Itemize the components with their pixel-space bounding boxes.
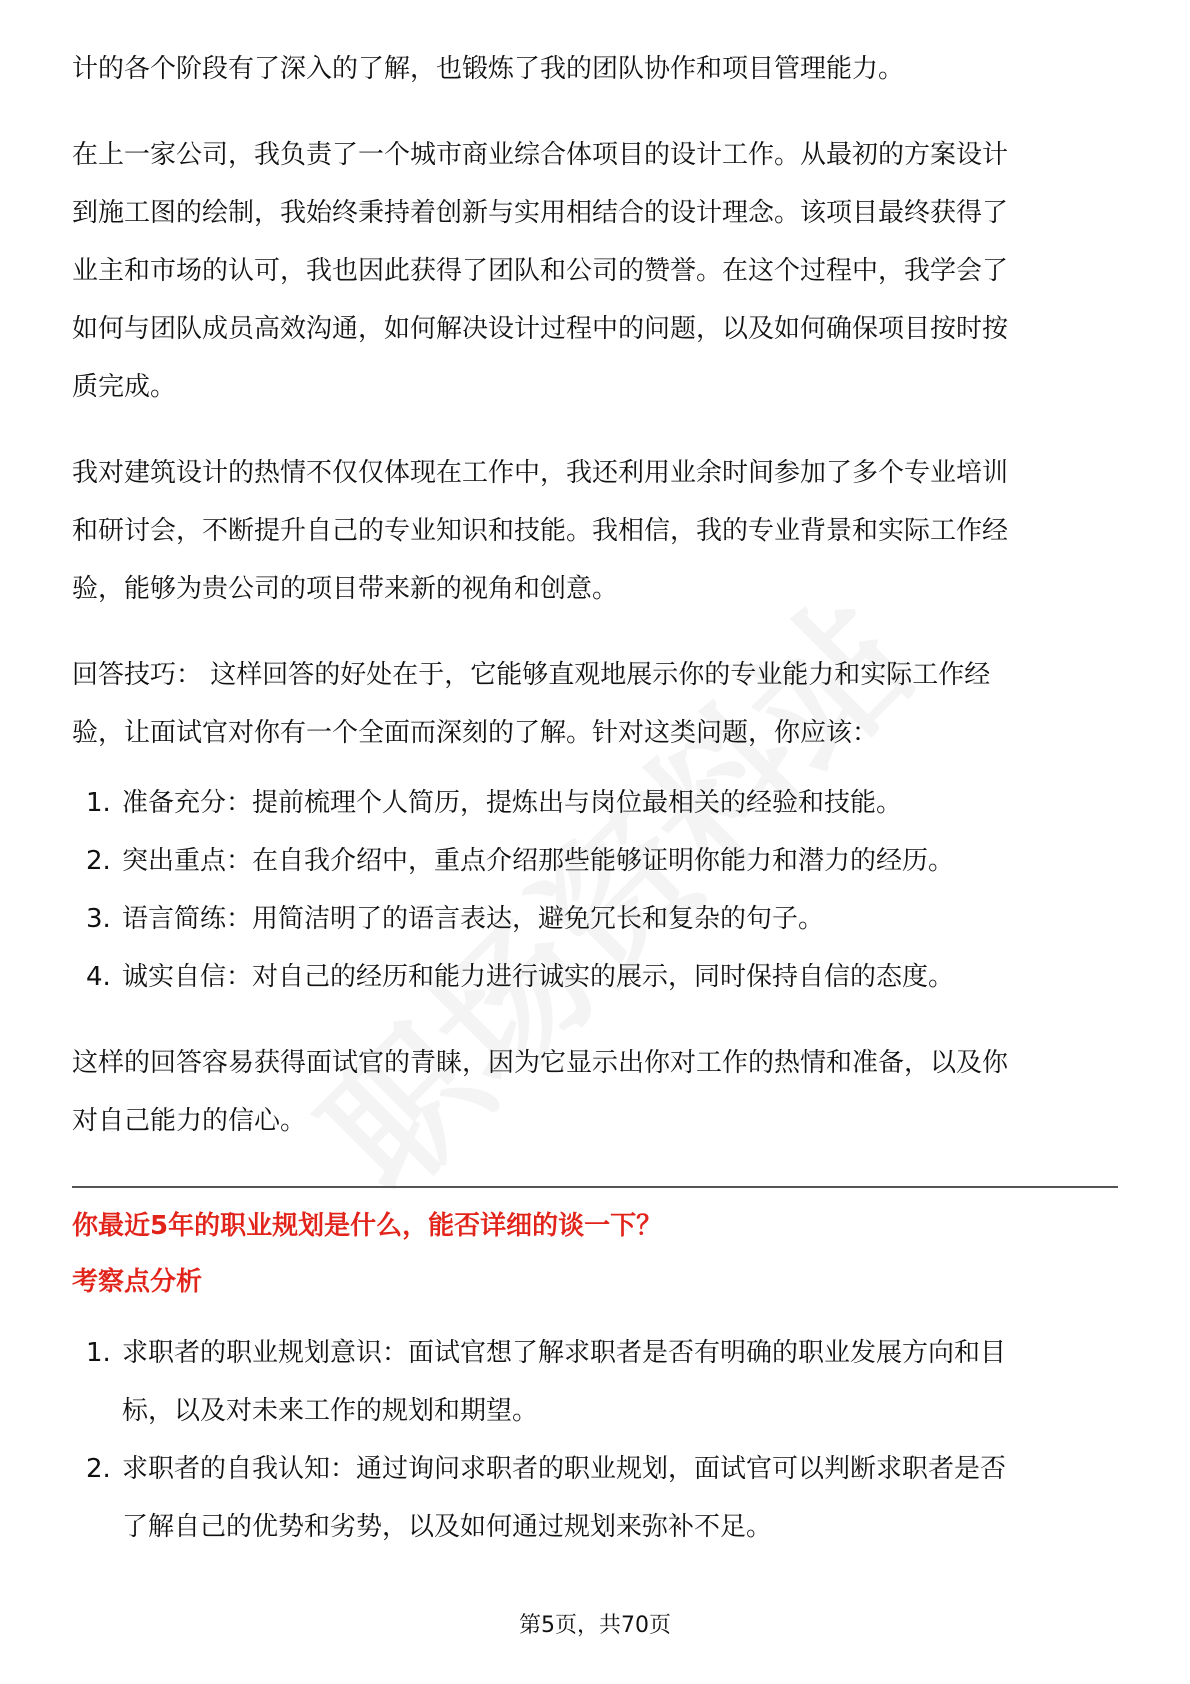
list-item: [72, 774, 1118, 832]
paragraph-line: 回答技巧： 这样回答的好处在于，它能够直观地展示你的专业能力和实际工作经: [72, 660, 991, 690]
list-text: 准备充分：提前梳理个人简历，提炼出与岗位最相关的经验和技能。: [122, 788, 903, 818]
analysis-points: [72, 1324, 1118, 1556]
list-text: [122, 1440, 1118, 1556]
list-text-line: 求职者的职业规划意识：面试官想了解求职者是否有明确的职业发展方向和目: [122, 1338, 1007, 1368]
paragraph-conclusion: [72, 1034, 1118, 1150]
list-item: [72, 832, 1118, 890]
list-number: 1.: [86, 788, 111, 818]
paragraph-line: 我对建筑设计的热情不仅仅体现在工作中，我还利用业余时间参加了多个专业培训: [72, 458, 1009, 488]
paragraph-passion: [72, 444, 1118, 618]
list-item: [72, 1440, 1118, 1556]
list-number: 1.: [86, 1338, 111, 1368]
list-number: 2.: [86, 846, 111, 876]
paragraph-line: 在上一家公司，我负责了一个城市商业综合体项目的设计工作。从最初的方案设计: [72, 140, 1009, 170]
list-text-line: 求职者的自我认知：通过询问求职者的职业规划，面试官可以判断求职者是否: [122, 1454, 1007, 1484]
list-text: 诚实自信：对自己的经历和能力进行诚实的展示，同时保持自信的态度。: [122, 962, 955, 992]
analysis-heading: 考察点分析: [72, 1267, 203, 1297]
list-number: 2.: [86, 1454, 111, 1484]
document-page: [72, 40, 1118, 1556]
list-text-line: 标，以及对未来工作的规划和期望。: [122, 1396, 539, 1426]
paragraph-line: 到施工图的绘制，我始终秉持着创新与实用相结合的设计理念。该项目最终获得了: [72, 198, 1009, 228]
paragraph-line: 质完成。: [72, 372, 177, 402]
list-number: 3.: [86, 904, 111, 934]
paragraph-line: 这样的回答容易获得面试官的青睐，因为它显示出你对工作的热情和准备，以及你: [72, 1048, 1009, 1078]
list-number: 4.: [86, 962, 111, 992]
list-item: [72, 1324, 1118, 1440]
paragraph-line: 和研讨会，不断提升自己的专业知识和技能。我相信，我的专业背景和实际工作经: [72, 516, 1009, 546]
list-item: [72, 890, 1118, 948]
paragraph-previous-company: [72, 126, 1118, 416]
list-text: 语言简练：用简洁明了的语言表达，避免冗长和复杂的句子。: [122, 904, 825, 934]
list-text-line: 了解自己的优势和劣势，以及如何通过规划来弥补不足。: [122, 1512, 773, 1542]
paragraph-line: 验，能够为贵公司的项目带来新的视角和创意。: [72, 574, 619, 604]
list-item: [72, 948, 1118, 1006]
list-text: 突出重点：在自我介绍中，重点介绍那些能够证明你能力和潜力的经历。: [122, 846, 955, 876]
tips-list: [72, 774, 1118, 1006]
page-footer: 第5页，共70页: [519, 1613, 671, 1638]
paragraph-answer-tips: [72, 646, 1118, 762]
paragraph-line: 验，让面试官对你有一个全面而深刻的了解。针对这类问题，你应该：: [72, 718, 879, 748]
paragraph-line: 对自己能力的信心。: [72, 1106, 307, 1136]
paragraph-line: 如何与团队成员高效沟通，如何解决设计过程中的问题，以及如何确保项目按时按: [72, 314, 1009, 344]
list-text: [122, 1324, 1118, 1440]
paragraph-line: 业主和市场的认可，我也因此获得了团队和公司的赞誉。在这个过程中，我学会了: [72, 256, 1009, 286]
paragraph-continuation: 计的各个阶段有了深入的了解，也锻炼了我的团队协作和项目管理能力。: [72, 54, 905, 84]
question-title: 你最近5年的职业规划是什么，能否详细的谈一下？: [72, 1211, 663, 1241]
